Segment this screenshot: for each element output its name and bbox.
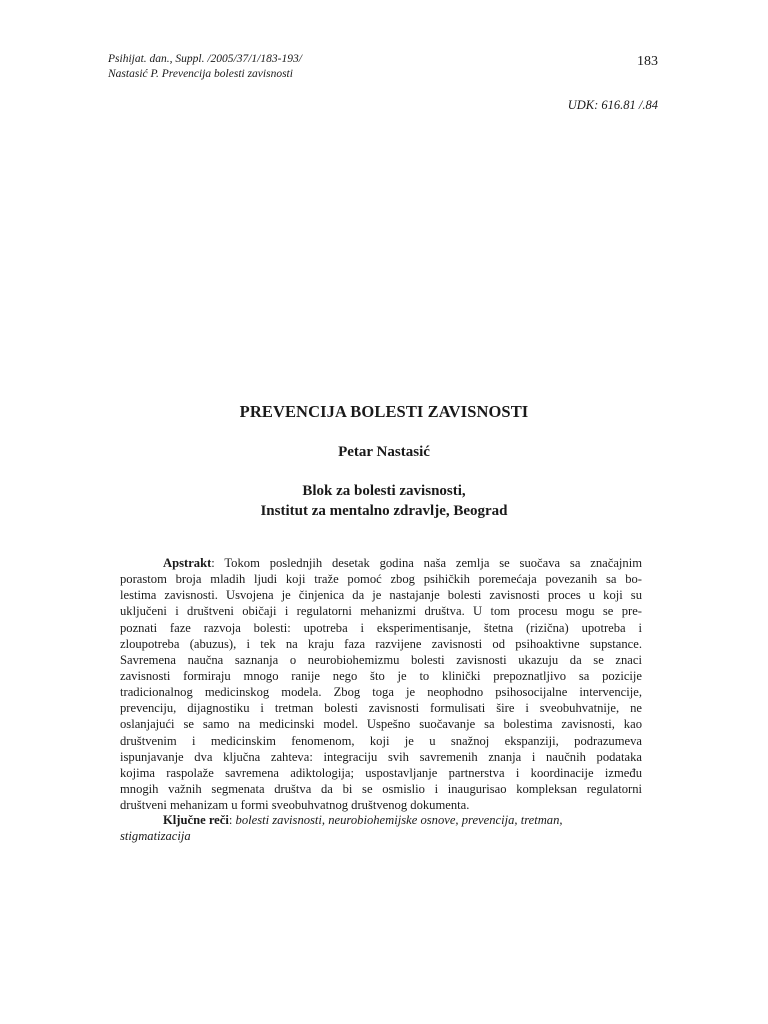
author-affiliation (0, 482, 768, 521)
abstract-line (120, 555, 642, 571)
abstract-line: uključeni i društveni običaji i regulatorni mehanizmi društva. U tom procesu mogu se pre- (120, 604, 642, 619)
abstract-line: društveni mehanizam u formi sveobuhvatnog društvenog dokumenta. (120, 798, 470, 813)
keywords-separator: : (228, 813, 233, 827)
abstract-line: porastom broja mladih ljudi koji traže pomoć zbog psihičkih poremećaja povezanih sa bo- (120, 572, 642, 587)
keywords-label: Ključne reči (163, 813, 229, 827)
keywords-line (120, 812, 642, 828)
affiliation-line: Institut za mentalno zdravlje, Beograd (260, 502, 508, 519)
abstract-line: oslanjajući se samo na medicinski model. Uspešno suočavanje sa bolestima zavisnosti, kao (120, 717, 642, 732)
running-header (108, 52, 302, 82)
abstract-line: poznati faze razvoja bolesti: upotreba i eksperimentisanje, štetna (rizična) upotreba i (120, 620, 642, 635)
article-author: Petar Nastasić (338, 444, 430, 460)
abstract-line: društvenim i medicinskim fenomenom, koji je u snažnoj ekspanziji, podrazumeva (120, 733, 642, 748)
keywords (120, 812, 642, 844)
abstract-line: zloupotreba (abuzus), i tek na kraju faza razvijene zavisnosti od psihoaktivne supstance. (120, 636, 642, 651)
abstract-line: zavisnosti formiraju mnogo ranije nego što je to klinički prepoznatljivo sa pozicije (120, 668, 642, 683)
journal-citation: Psihijat. dan., Suppl. /2005/37/1/183-193/ (108, 53, 302, 65)
article-title: PREVENCIJA BOLESTI ZAVISNOSTI (239, 402, 529, 421)
abstract-line: lestima zavisnosti. Usvojena je činjenica da je nastajanje bolesti zavisnosti proces u koji su (120, 588, 642, 603)
abstract-line: mnogih važnih segmenata društva da bi se osmislio i inaugurisao kompleksan regulatorni (120, 781, 642, 796)
udk-code: UDK: 616.81 /.84 (567, 98, 658, 112)
abstract-line: kojima raspolaže savremena adiktologija; uspostavljanje partnerstva i koordinacije između (120, 765, 642, 780)
page-number: 183 (637, 54, 658, 69)
abstract-line: tradicionalnog medicinskog modela. Zbog toga je neophodno psihosocijalne intervencije, (120, 685, 642, 700)
keywords-list: bolesti zavisnosti, neurobiohemijske osnove, prevencija, tretman, (232, 813, 563, 827)
abstract-line: Savremena naučna saznanja o neurobiohemizmu bolesti zavisnosti ukazuju da se znaci (120, 652, 642, 667)
keywords-line: stigmatizacija (120, 829, 191, 844)
running-author-title: Nastasić P. Prevencija bolesti zavisnosti (108, 68, 293, 80)
abstract-line: prevenciju, dijagnostiku i tretman bolesti zavisnosti formulisati šire i sveobuhvatnije, ne (120, 701, 642, 716)
affiliation-line: Blok za bolesti zavisnosti, (302, 483, 466, 499)
abstract-label: Apstrakt (163, 556, 212, 570)
abstract-line: ispunjavanje dva ključna zahteva: integraciju svih savremenih znanja i naučnih podataka (120, 749, 642, 764)
abstract (120, 555, 642, 813)
abstract-text: : Tokom poslednjih desetak godina naša zemlja se suočava sa značajnim (211, 556, 642, 570)
